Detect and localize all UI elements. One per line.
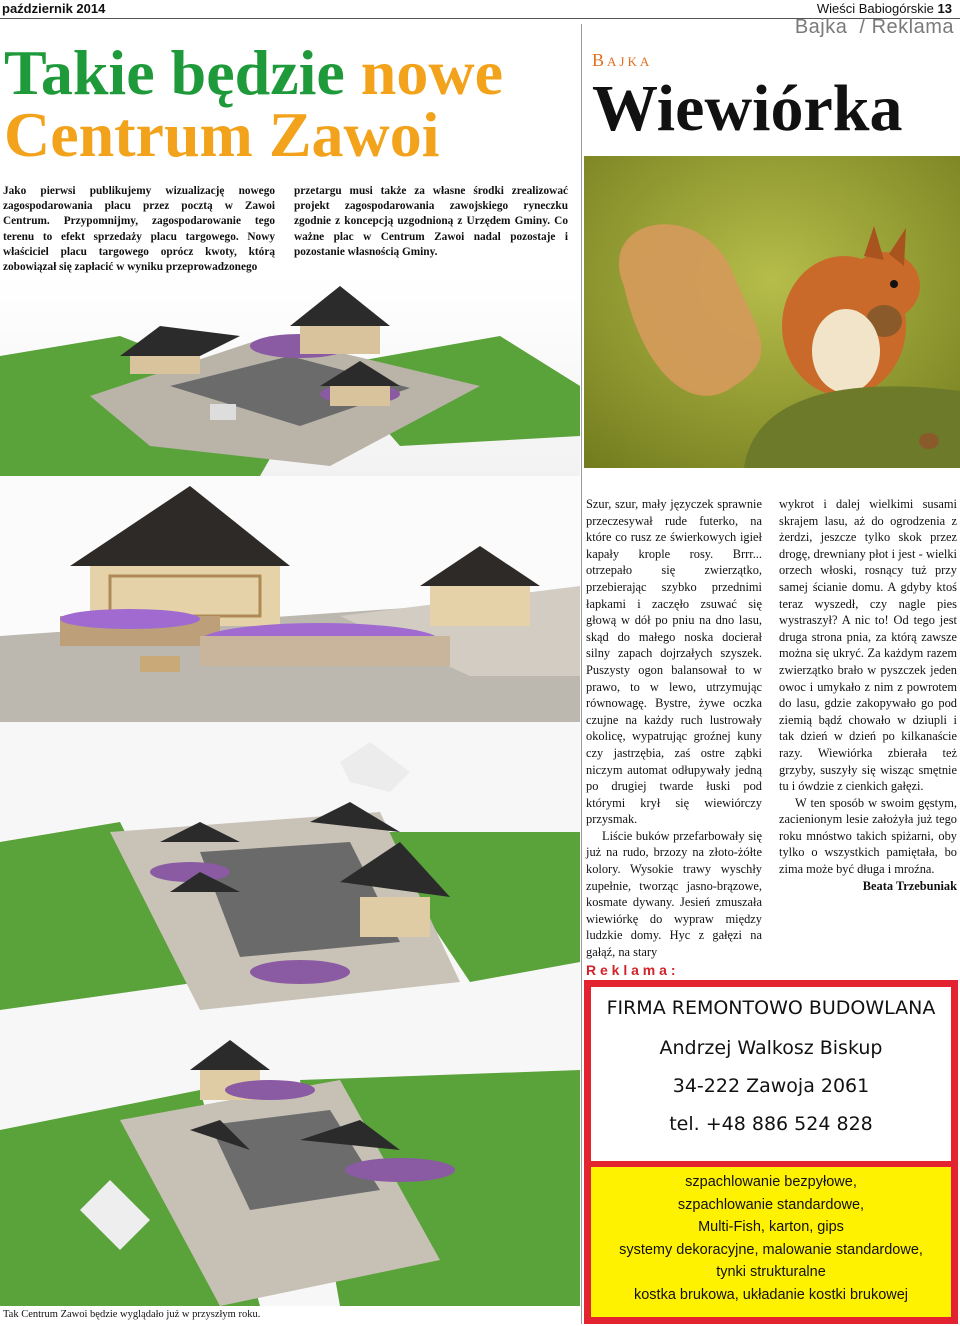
story-kicker: Bajka	[592, 50, 653, 70]
story-col1-para2: Liście buków przefarbowały się już na rudo, brzozy na złoto-żółte kolory. Wysokie trawy wyschły zupełnie, tworząc jasno-brązowe, kosmate dywany. Jesień zmuszała wiewiórkę do wypraw między ludzkie domy. Hyc z gałęzi na gałąź, na stary	[586, 828, 762, 960]
story-col1-para1: Szur, szur, mały języczek sprawnie przeczesywał rude futerko, na które co rusz ze świerkowych igieł kapały krople rosy. Brrr... otrzepało się zwierzątko, przebierając szybko przednimi łapkami i zaczęło zsuwać się głową w dół po pniu na dno lasu, skąd do małego noska docierał silny zapach dojrzałych szyszek. Puszysty ogon balansował to w prawo, to w lewo, utrzymując równowagę. Bystre, żywe oczka czujne na każdy ruch lustrowały okolicę, wypatrując groźnej kuny czy jastrzębia, zaś ostre ząbki niczym automat odłupywały jedną po drugiej twarde łuski pod którymi krył się wiewiórczy przysmak.	[586, 497, 762, 827]
title-part-2: nowe	[360, 37, 503, 108]
issue-date: październik 2014	[2, 1, 106, 16]
story-col2-para1: wykrot i dalej wielkimi susami skrajem lasu, aż do ogrodzenia z żerdzi, jeszcze tylko skok przez drogę, drewniany płot i jest - wielki orzech włoski, rosnący tuż przy samej ścianie domu. A gdyby ktoś teraz wyszedł, czy nagle pies wystraszył? A nic to! Od tego jest druga strona pnia, za którą zawsze można się ukryć. Za każdym razem zwierzątko brało w pyszczek jeden owoc i umykało z nim z powrotem do lasu, gdzie zakopywało go pod ziemią bądź chowało w dziupli i tak dzień w dzień po kilkanaście razy. Wiewiórka zbierała też grzyby, suszyły się wisząc smętnie tu i ówdzie z cienkich gałęzi.	[779, 497, 957, 794]
ad-label: R e k l a m a :	[586, 962, 676, 978]
render-overview-1	[0, 722, 580, 1010]
squirrel-photo	[584, 156, 960, 468]
column-divider	[581, 24, 582, 1324]
ad-service-3: Multi-Fish, karton, gips	[698, 1219, 844, 1236]
ad-service-1: szpachlowanie bezpyłowe,	[685, 1174, 857, 1190]
story-title: Wiewiórka	[592, 72, 903, 145]
ad-box	[584, 980, 958, 1324]
section-label: Bajka / Reklama	[794, 16, 954, 38]
paper-name	[817, 1, 952, 16]
title-part-1: Takie będzie	[4, 37, 345, 108]
story-author: Beata Trzebuniak	[862, 878, 957, 893]
ad-services	[591, 1167, 951, 1317]
paper-title: Wieści Babiogórskie	[816, 1, 934, 16]
ad-service-6: kostka brukowa, układanie kostki brukowej	[633, 1286, 909, 1303]
ad-service-4: systemy dekoracyjne, malowanie standardowe,	[619, 1241, 923, 1258]
article-title	[4, 37, 584, 170]
story-column-1	[586, 496, 762, 961]
ad-service-5: tynki strukturalne	[716, 1264, 826, 1281]
ad-contact	[591, 987, 951, 1161]
ad-person: Andrzej Walkosz Biskup	[659, 1037, 883, 1059]
page-number: 13	[937, 1, 952, 16]
render-top	[0, 276, 580, 476]
render-pavilion	[0, 476, 580, 722]
lead-column-2: przetargu musi także za własne środki zrealizować projekt zagospodarowania zawojskiego ryneczku zgodnie z koncepcją uzgodnioną z Urzędem Gminy. Co ważne plac w Centrum Zawoi nadal pozostaje i pozostanie własnością Gminy.	[294, 185, 568, 258]
title-part-3: Centrum Zawoi	[4, 99, 440, 170]
story-column-2	[779, 496, 957, 894]
ad-address: 34-222 Zawoja 2061	[672, 1075, 870, 1097]
ad-phone: tel. +48 886 524 828	[669, 1113, 873, 1135]
photo-caption: Tak Centrum Zawoi będzie wyglądało już w przyszłym roku.	[3, 1309, 261, 1320]
ad-company: FIRMA REMONTOWO BUDOWLANA	[606, 997, 936, 1019]
lead-column-1: Jako pierwsi publikujemy wizualizację nowego zagospodarowania placu przez pocztą w Zawoi Centrum. Przypomnijmy, zagospodarowanie tego terenu to efekt sprzedaży placu targowego. Nowy właściciel placu targowego oprócz kwoty, którą zobowiązał się zapłacić w wyniku przeprowadzonego	[3, 185, 275, 274]
story-col2-para2: W ten sposób w swoim gęstym, zacienionym lesie założyła już tego roku mnóstwo takich spiżarni, oby tylko o wszystkich pamiętała, bo zima może być długa i mroźna.	[779, 795, 957, 877]
render-overview-2	[0, 1010, 580, 1306]
ad-service-2: szpachlowanie standardowe,	[677, 1196, 865, 1213]
